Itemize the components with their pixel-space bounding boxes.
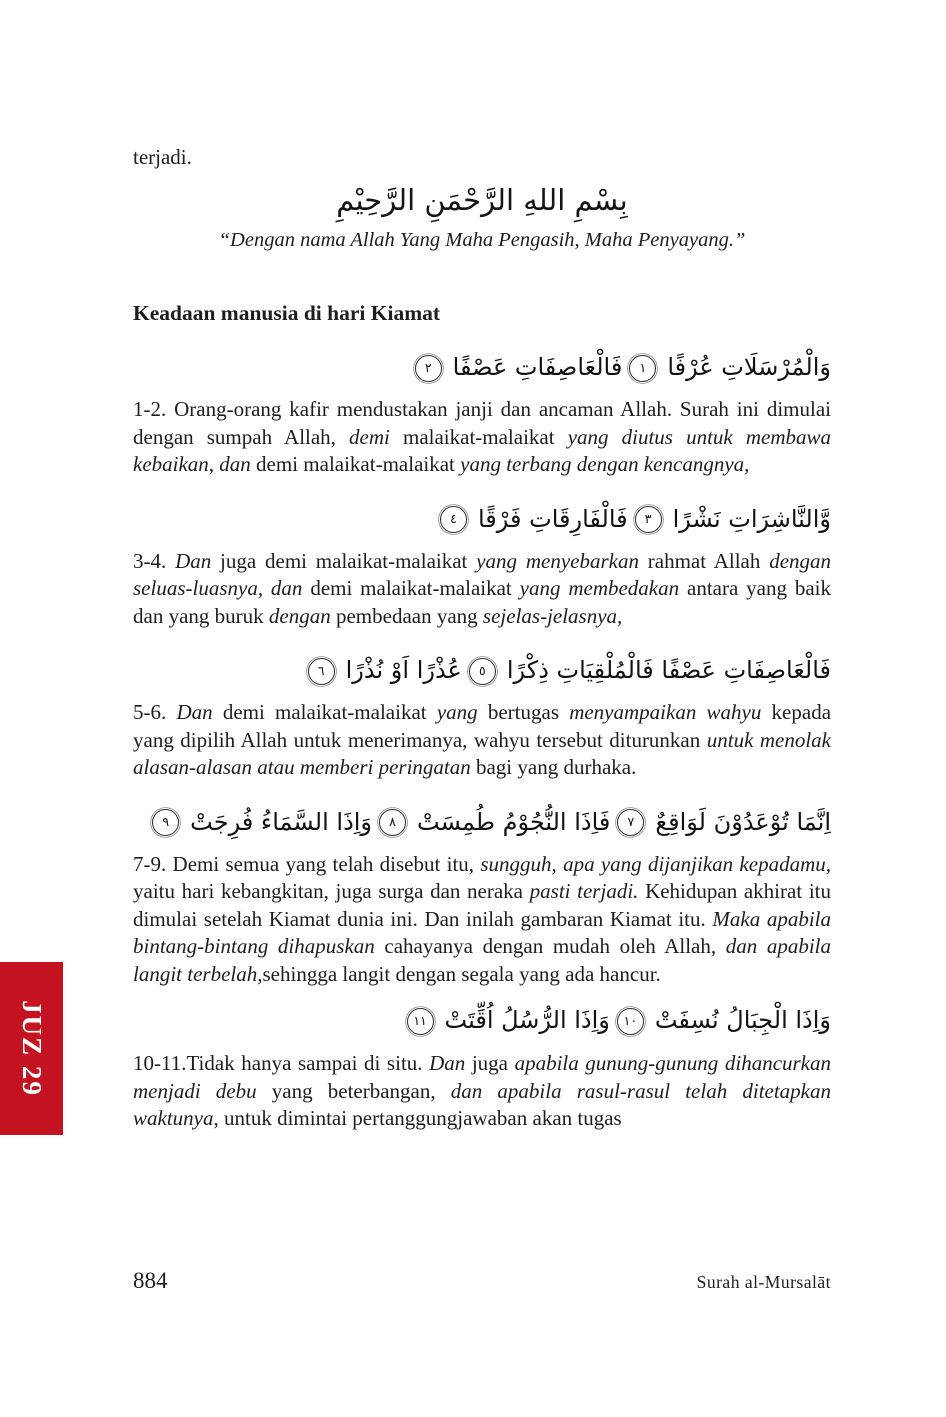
arabic-verse-line-7-9: اِنَّمَا تُوْعَدُوْنَ لَوَاقِعٌ٧فَاِذَا النُّجُوْمُ طُمِسَتْ٨وَاِذَا السَّمَاءُ فُرِجَتْ٩ [133,800,831,844]
tafsir-paragraph-10-11: 10-11.Tidak hanya sampai di situ. Dan juga apabila gunung-gunung dihancurkan menjadi debu yang beterbangan, dan apabila rasul-rasul telah ditetapkan waktunya, untuk dimintai pertanggungjawaban akan tugas [133,1051,832,1130]
tafsir-paragraph-7-9: 7-9. Demi semua yang telah disebut itu, sungguh, apa yang dijanjikan kepadamu, yaitu hari kebangkitan, juga surga dan neraka pasti terjadi. Kehidupan akhirat itu dimulai setelah Kiamat dunia ini. Dan inilah gambaran Kiamat itu. Maka apabila bintang-bintang dihapuskan cahayanya dengan mudah oleh Allah, dan apabila langit terbelah,sehingga langit dengan segala yang ada hancur. [133,851,831,986]
bismillah-translation: “Dengan nama Allah Yang Maha Pengasih, Maha Penyayang.” [218,229,746,251]
juz-tab [0,962,63,1135]
page-footer [133,1268,831,1294]
arabic-verse-line-5-6: فَالْعَاصِفَاتِ عَصْفًا فَالْمُلْقِيَاتِ ذِكْرًا٥عُذْرًا اَوْ نُذْرًا٦ [133,648,831,692]
arabic-verse-line-1-2: وَالْمُرْسَلَاتِ عُرْفًا١فَالْعَاصِفَاتِ عَصْفًا٢ [133,345,831,389]
tafsir-paragraph-1-2: 1-2. Orang-orang kafir mendustakan janji dan ancaman Allah. Surah ini dimulai dengan sumpah Allah, demi malaikat-malaikat yang diutus untuk membawa kebaikan, dan demi malaikat-malaikat yang terbang dengan kencangnya, [133,397,831,476]
arabic-verse-line-10-11: وَاِذَا الْجِبَالُ نُسِفَتْ١٠وَاِذَا الرُّسُلُ اُقِّتَتْ١١ [133,998,831,1042]
tafsir-paragraph-5-6: 5-6. Dan demi malaikat-malaikat yang bertugas menyampaikan wahyu kepada yang dipilih Allah untuk menerimanya, wahyu tersebut diturunkan untuk menolak alasan-alasan atau memberi peringatan bagi yang durhaka. [133,700,832,779]
section-heading: Keadaan manusia di hari Kiamat [133,301,441,325]
page-number: 884 [133,1268,168,1293]
text-column [133,0,831,1133]
tafsir-paragraph-3-4: 3-4. Dan juga demi malaikat-malaikat yang menyebarkan rahmat Allah dengan seluas-luasnya, dan demi malaikat-malaikat yang membedakan antara yang baik dan yang buruk dengan pembedaan yang sejelas-jelasnya, [133,548,832,628]
continuation-text: terjadi. [133,145,192,169]
juz-label: JUZ 29 [17,1000,48,1097]
surah-running-title: Surah al-Mursalāt [696,1272,831,1292]
bismillah-calligraphy: بِسْمِ اللهِ الرَّحْمَنِ الرَّحِيْمِ [336,183,628,217]
arabic-verse-line-3-4: وَّالنَّاشِرَاتِ نَشْرًا٣فَالْفَارِقَاتِ فَرْقًا٤ [133,497,831,541]
